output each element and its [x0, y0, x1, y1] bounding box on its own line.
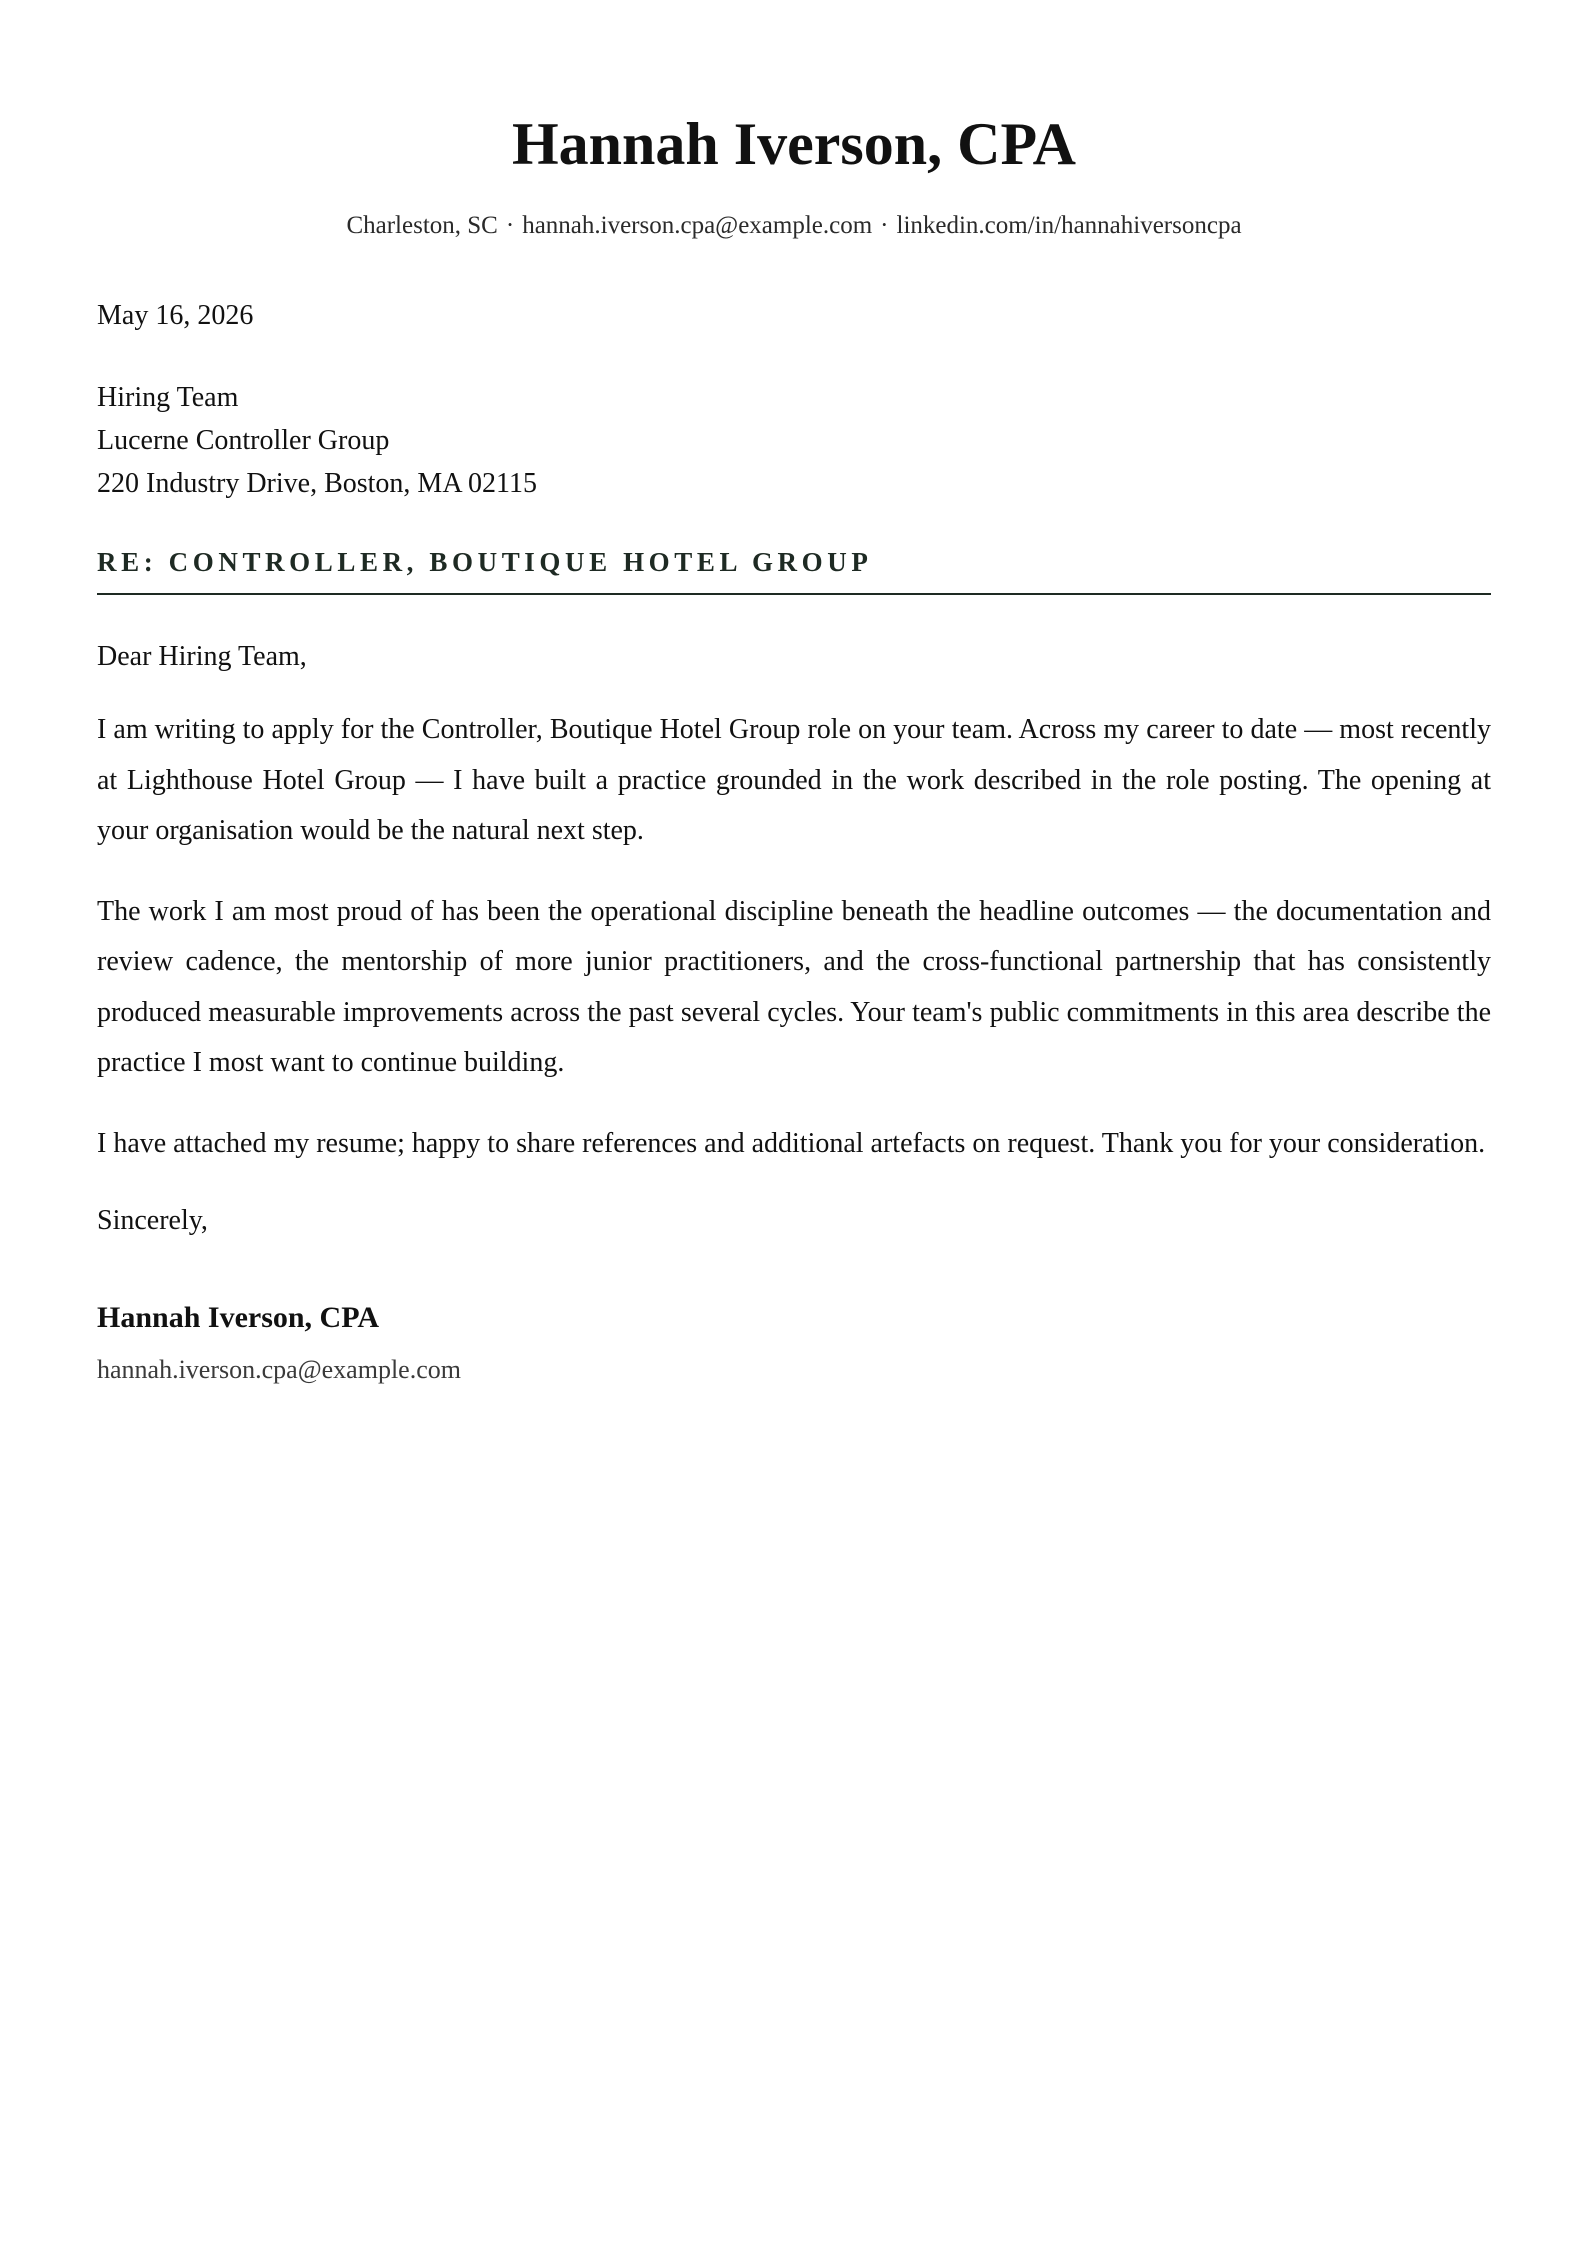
recipient-company: Lucerne Controller Group	[97, 425, 390, 456]
recipient-team: Hiring Team	[97, 382, 239, 413]
letter-header	[97, 0, 1491, 242]
signature-name: Hannah Iverson, CPA	[97, 1301, 379, 1334]
signature-email: hannah.iverson.cpa@example.com	[97, 1355, 461, 1384]
contact-separator: ·	[880, 212, 889, 239]
contact-location: Charleston, SC	[346, 212, 498, 239]
closing: Sincerely,	[97, 1205, 208, 1236]
letter-date: May 16, 2026	[97, 300, 254, 331]
recipient-block	[97, 376, 1491, 505]
body-paragraph-2: The work I am most proud of has been the operational discipline beneath the headline outcomes — the documentation and review cadence, the mentorship of more junior practitioners, and the cross-functional partnership that has consistently produced measurable improvements across the past several cycles. Your team's public commitments in this area describe the practice I most want to continue building.	[97, 895, 1491, 1078]
body-paragraph-3: I have attached my resume; happy to share references and additional artefacts on request. Thank you for your consideration.	[97, 1127, 1486, 1159]
contact-linkedin: linkedin.com/in/hannahiversoncpa	[896, 212, 1242, 239]
recipient-address: 220 Industry Drive, Boston, MA 02115	[97, 468, 537, 499]
applicant-name: Hannah Iverson, CPA	[512, 111, 1076, 177]
body-paragraph-1: I am writing to apply for the Controller, Boutique Hotel Group role on your team. Across my career to date — most recently at Lighthouse Hotel Group — I have built a practice grounded in the work described in the role posting. The opening at your organisation would be the natural next step.	[97, 714, 1491, 846]
contact-line	[97, 210, 1491, 242]
contact-email: hannah.iverson.cpa@example.com	[522, 212, 873, 239]
salutation: Dear Hiring Team,	[97, 641, 307, 672]
subject-line: RE: CONTROLLER, BOUTIQUE HOTEL GROUP	[97, 545, 1491, 595]
contact-separator: ·	[505, 212, 515, 239]
